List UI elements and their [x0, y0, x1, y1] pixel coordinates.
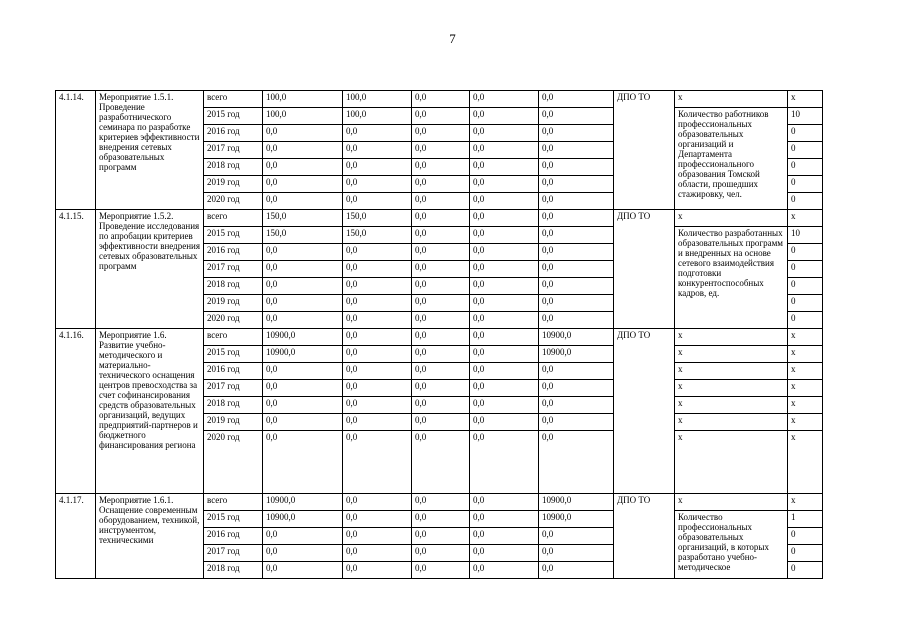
- value-other: 0,0: [539, 108, 614, 125]
- value-total: 100,0: [263, 91, 343, 108]
- table-row: [56, 91, 823, 108]
- value-federal: 0,0: [343, 346, 412, 363]
- value-federal: 0,0: [343, 295, 412, 312]
- value-other: 0,0: [539, 142, 614, 159]
- value-local: 0,0: [470, 278, 539, 295]
- indicator-description: Количество работников профессиональных образовательных организаций и Департамента профессионального образования Томской области, прошедших стажировку, чел.: [675, 108, 788, 210]
- indicator-value: 0: [788, 142, 823, 159]
- value-regional: 0,0: [412, 176, 470, 193]
- year-cell: 2015 год: [204, 346, 263, 363]
- activity-number: 4.1.16.: [56, 329, 96, 494]
- indicator-cell: x: [675, 91, 788, 108]
- value-regional: 0,0: [412, 91, 470, 108]
- value-total: 0,0: [263, 312, 343, 329]
- year-cell: 2019 год: [204, 414, 263, 431]
- table-row: [56, 210, 823, 227]
- indicator-value: x: [788, 414, 823, 431]
- value-local: 0,0: [470, 312, 539, 329]
- year-cell: всего: [204, 91, 263, 108]
- value-local: 0,0: [470, 142, 539, 159]
- indicator-cell: x: [675, 414, 788, 431]
- value-other: 0,0: [539, 431, 614, 494]
- indicator-cell: x: [675, 494, 788, 511]
- indicator-value: 10: [788, 227, 823, 244]
- value-regional: 0,0: [412, 244, 470, 261]
- value-federal: 0,0: [343, 278, 412, 295]
- indicator-cell: x: [675, 363, 788, 380]
- value-other: 0,0: [539, 91, 614, 108]
- year-cell: 2017 год: [204, 380, 263, 397]
- year-cell: 2018 год: [204, 278, 263, 295]
- value-total: 0,0: [263, 261, 343, 278]
- value-other: 0,0: [539, 278, 614, 295]
- indicator-value: x: [788, 329, 823, 346]
- value-local: 0,0: [470, 329, 539, 346]
- value-other: 0,0: [539, 414, 614, 431]
- activity-number: 4.1.14.: [56, 91, 96, 210]
- value-federal: 0,0: [343, 193, 412, 210]
- table-row: [56, 494, 823, 511]
- value-total: 10900,0: [263, 511, 343, 528]
- indicator-value: x: [788, 494, 823, 511]
- value-regional: 0,0: [412, 414, 470, 431]
- indicator-value: x: [788, 431, 823, 494]
- indicator-value: 1: [788, 511, 823, 528]
- value-regional: 0,0: [412, 108, 470, 125]
- year-cell: 2020 год: [204, 312, 263, 329]
- indicator-value: x: [788, 380, 823, 397]
- indicator-value: 0: [788, 159, 823, 176]
- value-local: 0,0: [470, 511, 539, 528]
- value-federal: 100,0: [343, 91, 412, 108]
- value-regional: 0,0: [412, 397, 470, 414]
- year-cell: 2016 год: [204, 363, 263, 380]
- activity-name: Мероприятие 1.6.1. Оснащение современным оборудованием, техникой, инструментом, техническими: [96, 494, 204, 579]
- indicator-description: Количество профессиональных образовательных организаций, в которых разработано учебно-методическое: [675, 511, 788, 579]
- indicator-cell: x: [675, 346, 788, 363]
- value-regional: 0,0: [412, 329, 470, 346]
- value-other: 0,0: [539, 380, 614, 397]
- value-local: 0,0: [470, 528, 539, 545]
- indicator-cell: x: [675, 329, 788, 346]
- value-federal: 0,0: [343, 431, 412, 494]
- value-other: 10900,0: [539, 511, 614, 528]
- year-cell: 2017 год: [204, 545, 263, 562]
- value-regional: 0,0: [412, 295, 470, 312]
- value-total: 0,0: [263, 414, 343, 431]
- value-local: 0,0: [470, 210, 539, 227]
- indicator-value: x: [788, 346, 823, 363]
- executor: ДПО ТО: [614, 210, 675, 329]
- value-total: 0,0: [263, 193, 343, 210]
- value-other: 0,0: [539, 562, 614, 579]
- value-other: 0,0: [539, 125, 614, 142]
- value-local: 0,0: [470, 380, 539, 397]
- executor: ДПО ТО: [614, 91, 675, 210]
- value-local: 0,0: [470, 295, 539, 312]
- indicator-value: 0: [788, 562, 823, 579]
- value-total: 0,0: [263, 278, 343, 295]
- value-total: 0,0: [263, 397, 343, 414]
- value-other: 0,0: [539, 159, 614, 176]
- year-cell: 2016 год: [204, 528, 263, 545]
- value-local: 0,0: [470, 494, 539, 511]
- value-local: 0,0: [470, 431, 539, 494]
- value-regional: 0,0: [412, 261, 470, 278]
- indicator-description: Количество разработанных образовательных программ и внедренных на основе сетевого взаимодействия подготовки конкурентоспособных кадров, ед.: [675, 227, 788, 329]
- year-cell: 2020 год: [204, 431, 263, 494]
- indicator-cell: x: [675, 210, 788, 227]
- value-regional: 0,0: [412, 380, 470, 397]
- value-total: 0,0: [263, 125, 343, 142]
- value-other: 0,0: [539, 227, 614, 244]
- value-regional: 0,0: [412, 363, 470, 380]
- value-other: 0,0: [539, 545, 614, 562]
- value-total: 0,0: [263, 176, 343, 193]
- indicator-value: x: [788, 363, 823, 380]
- value-regional: 0,0: [412, 431, 470, 494]
- year-cell: 2015 год: [204, 108, 263, 125]
- value-other: 0,0: [539, 193, 614, 210]
- value-local: 0,0: [470, 227, 539, 244]
- value-total: 10900,0: [263, 346, 343, 363]
- value-regional: 0,0: [412, 494, 470, 511]
- value-local: 0,0: [470, 125, 539, 142]
- value-other: 10900,0: [539, 346, 614, 363]
- value-federal: 0,0: [343, 363, 412, 380]
- value-other: 0,0: [539, 244, 614, 261]
- indicator-value: 0: [788, 261, 823, 278]
- value-federal: 0,0: [343, 545, 412, 562]
- year-cell: 2017 год: [204, 142, 263, 159]
- value-regional: 0,0: [412, 210, 470, 227]
- value-total: 0,0: [263, 545, 343, 562]
- year-cell: 2018 год: [204, 159, 263, 176]
- value-federal: 0,0: [343, 397, 412, 414]
- indicator-cell: x: [675, 380, 788, 397]
- value-other: 0,0: [539, 312, 614, 329]
- value-regional: 0,0: [412, 346, 470, 363]
- value-other: 10900,0: [539, 494, 614, 511]
- value-other: 0,0: [539, 397, 614, 414]
- page-number: 7: [449, 31, 456, 46]
- executor: ДПО ТО: [614, 494, 675, 579]
- value-total: 10900,0: [263, 494, 343, 511]
- indicator-cell: x: [675, 397, 788, 414]
- year-cell: всего: [204, 494, 263, 511]
- value-regional: 0,0: [412, 125, 470, 142]
- indicator-value: 0: [788, 295, 823, 312]
- value-other: 0,0: [539, 210, 614, 227]
- year-cell: 2019 год: [204, 176, 263, 193]
- value-total: 0,0: [263, 295, 343, 312]
- year-cell: 2016 год: [204, 244, 263, 261]
- value-total: 10900,0: [263, 329, 343, 346]
- value-total: 150,0: [263, 227, 343, 244]
- indicator-value: 0: [788, 312, 823, 329]
- table-row: [56, 329, 823, 346]
- value-local: 0,0: [470, 261, 539, 278]
- value-total: 0,0: [263, 142, 343, 159]
- value-regional: 0,0: [412, 511, 470, 528]
- year-cell: 2019 год: [204, 295, 263, 312]
- year-cell: 2015 год: [204, 227, 263, 244]
- year-cell: всего: [204, 329, 263, 346]
- value-regional: 0,0: [412, 278, 470, 295]
- value-local: 0,0: [470, 414, 539, 431]
- indicator-value: x: [788, 91, 823, 108]
- value-federal: 0,0: [343, 380, 412, 397]
- value-other: 0,0: [539, 528, 614, 545]
- value-regional: 0,0: [412, 562, 470, 579]
- value-regional: 0,0: [412, 227, 470, 244]
- indicator-value: 0: [788, 244, 823, 261]
- value-regional: 0,0: [412, 142, 470, 159]
- value-total: 0,0: [263, 431, 343, 494]
- year-cell: 2016 год: [204, 125, 263, 142]
- value-federal: 0,0: [343, 329, 412, 346]
- value-local: 0,0: [470, 346, 539, 363]
- value-other: 0,0: [539, 363, 614, 380]
- year-cell: 2020 год: [204, 193, 263, 210]
- value-federal: 0,0: [343, 125, 412, 142]
- value-local: 0,0: [470, 397, 539, 414]
- value-other: 10900,0: [539, 329, 614, 346]
- activity-number: 4.1.15.: [56, 210, 96, 329]
- indicator-value: x: [788, 397, 823, 414]
- indicator-value: 0: [788, 193, 823, 210]
- indicator-cell: x: [675, 431, 788, 494]
- indicator-value: 0: [788, 528, 823, 545]
- year-cell: 2015 год: [204, 511, 263, 528]
- value-regional: 0,0: [412, 312, 470, 329]
- value-regional: 0,0: [412, 545, 470, 562]
- value-total: 100,0: [263, 108, 343, 125]
- value-federal: 0,0: [343, 312, 412, 329]
- value-federal: 0,0: [343, 244, 412, 261]
- value-federal: 150,0: [343, 227, 412, 244]
- value-regional: 0,0: [412, 193, 470, 210]
- value-federal: 150,0: [343, 210, 412, 227]
- activity-name: Мероприятие 1.5.2. Проведение исследования по апробации критериев эффективности внедрения сетевых образовательных программ: [96, 210, 204, 329]
- activity-name: Мероприятие 1.5.1. Проведение разработнического семинара по разработке критериев эффективности внедрения сетевых образовательных программ: [96, 91, 204, 210]
- value-federal: 0,0: [343, 176, 412, 193]
- activity-name: Мероприятие 1.6. Развитие учебно-методического и материально-технического оснащения центров превосходства за счет софинансирования средств образовательных организаций, ведущих предприятий-партнеров и бюджетного финансирования региона: [96, 329, 204, 494]
- indicator-value: 10: [788, 108, 823, 125]
- value-local: 0,0: [470, 545, 539, 562]
- value-local: 0,0: [470, 193, 539, 210]
- value-federal: 0,0: [343, 511, 412, 528]
- value-federal: 0,0: [343, 494, 412, 511]
- value-regional: 0,0: [412, 159, 470, 176]
- value-local: 0,0: [470, 562, 539, 579]
- value-total: 0,0: [263, 562, 343, 579]
- value-local: 0,0: [470, 363, 539, 380]
- indicator-value: x: [788, 210, 823, 227]
- activity-number: 4.1.17.: [56, 494, 96, 579]
- value-other: 0,0: [539, 295, 614, 312]
- indicator-value: 0: [788, 278, 823, 295]
- value-federal: 0,0: [343, 261, 412, 278]
- value-total: 0,0: [263, 380, 343, 397]
- value-total: 150,0: [263, 210, 343, 227]
- value-federal: 0,0: [343, 159, 412, 176]
- value-local: 0,0: [470, 159, 539, 176]
- value-other: 0,0: [539, 261, 614, 278]
- value-federal: 0,0: [343, 414, 412, 431]
- value-federal: 100,0: [343, 108, 412, 125]
- executor: ДПО ТО: [614, 329, 675, 494]
- value-federal: 0,0: [343, 142, 412, 159]
- indicator-value: 0: [788, 545, 823, 562]
- year-cell: 2017 год: [204, 261, 263, 278]
- value-other: 0,0: [539, 176, 614, 193]
- year-cell: всего: [204, 210, 263, 227]
- value-local: 0,0: [470, 108, 539, 125]
- value-federal: 0,0: [343, 528, 412, 545]
- value-local: 0,0: [470, 91, 539, 108]
- indicator-value: 0: [788, 125, 823, 142]
- value-federal: 0,0: [343, 562, 412, 579]
- value-total: 0,0: [263, 244, 343, 261]
- value-local: 0,0: [470, 244, 539, 261]
- program-activities-table: [55, 90, 823, 579]
- value-total: 0,0: [263, 159, 343, 176]
- value-total: 0,0: [263, 363, 343, 380]
- indicator-value: 0: [788, 176, 823, 193]
- value-total: 0,0: [263, 528, 343, 545]
- value-local: 0,0: [470, 176, 539, 193]
- year-cell: 2018 год: [204, 562, 263, 579]
- value-regional: 0,0: [412, 528, 470, 545]
- year-cell: 2018 год: [204, 397, 263, 414]
